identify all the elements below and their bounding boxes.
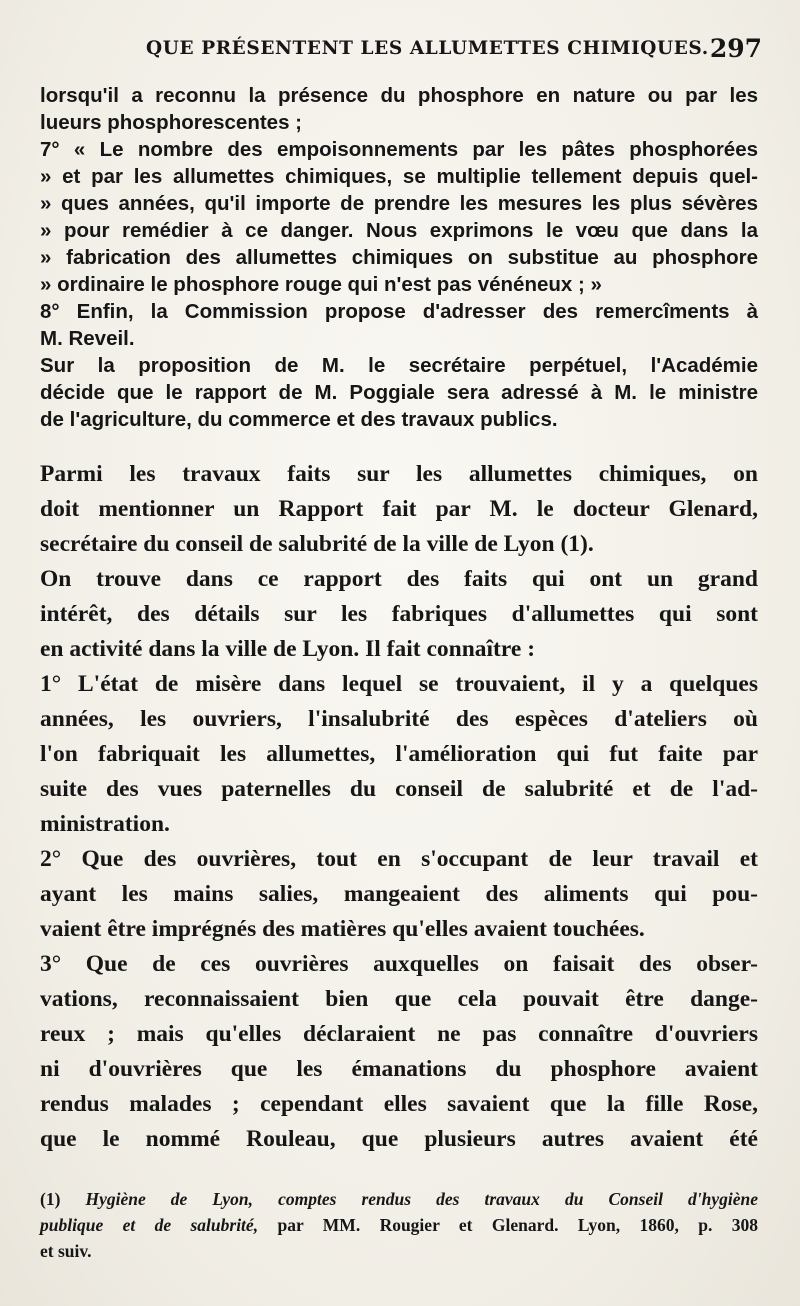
text-line: » pour remédier à ce danger. Nous exprimons le vœu que dans la xyxy=(40,219,758,242)
text-line: lorsqu'il a reconnu la présence du phosphore en nature ou par les xyxy=(40,84,758,107)
text-line: l'on fabriquait les allumettes, l'amélioration qui fut faite par xyxy=(40,741,758,767)
text-line: On trouve dans ce rapport des faits qui ont un grand xyxy=(40,566,758,592)
text-line: 1° L'état de misère dans lequel se trouvaient, il y a quelques xyxy=(40,671,758,697)
footnote-source-title-cont: publique et de salubrité, xyxy=(40,1215,259,1235)
text-line: ministration. xyxy=(40,811,170,837)
text-line: » ordinaire le phosphore rouge qui n'est pas vénéneux ; » xyxy=(40,273,602,296)
text-line: en activité dans la ville de Lyon. Il fait connaître : xyxy=(40,636,536,662)
text-line: 3° Que de ces ouvrières auxquelles on faisait des obser- xyxy=(40,951,758,977)
text-line: suite des vues paternelles du conseil de salubrité et de l'ad- xyxy=(40,776,758,802)
text-line: » fabrication des allumettes chimiques on substitue au phosphore xyxy=(40,246,758,269)
report-excerpt xyxy=(40,82,758,433)
text-line: Parmi les travaux faits sur les allumettes chimiques, on xyxy=(40,461,758,487)
text-line: Sur la proposition de M. le secrétaire perpétuel, l'Académie xyxy=(40,354,758,377)
text-line: rendus malades ; cependant elles savaient que la fille Rose, xyxy=(40,1091,758,1117)
text-line: M. Reveil. xyxy=(40,327,135,350)
footnote-source-title: Hygiène de Lyon, comptes rendus des travaux du Conseil d'hygiène xyxy=(85,1189,759,1209)
text-line: reux ; mais qu'elles déclaraient ne pas connaître d'ouvriers xyxy=(40,1021,758,1047)
text-line: » et par les allumettes chimiques, se multiplie tellement depuis quel- xyxy=(40,165,758,188)
footnote-marker: (1) xyxy=(40,1189,61,1209)
page-header xyxy=(40,34,762,70)
text-line: ayant les mains salies, mangeaient des aliments qui pou- xyxy=(40,881,758,907)
text-line: » ques années, qu'il importe de prendre les mesures les plus sévères xyxy=(40,192,758,215)
text-line: que le nommé Rouleau, que plusieurs autres avaient été xyxy=(40,1126,758,1152)
text-line: vaient être imprégnés des matières qu'elles avaient touchées. xyxy=(40,916,645,942)
text-line: 2° Que des ouvrières, tout en s'occupant de leur travail et xyxy=(40,846,758,872)
footnote-end: et suiv. xyxy=(40,1241,92,1261)
text-line: ni d'ouvrières que les émanations du phosphore avaient xyxy=(40,1056,758,1082)
running-title: QUE PRÉSENTENT LES ALLUMETTES CHIMIQUES. xyxy=(146,38,709,59)
footnote xyxy=(40,1186,758,1264)
text-line: doit mentionner un Rapport fait par M. le docteur Glenard, xyxy=(40,496,758,522)
text-line: années, les ouvriers, l'insalubrité des espèces d'ateliers où xyxy=(40,706,758,732)
text-line: vations, reconnaissaient bien que cela pouvait être dange- xyxy=(40,986,758,1012)
text-line: de l'agriculture, du commerce et des travaux publics. xyxy=(40,408,558,431)
footnote-citation: par MM. Rougier et Glenard. Lyon, 1860, p. 308 xyxy=(277,1215,759,1235)
text-line: 8° Enfin, la Commission propose d'adresser des remercîments à xyxy=(40,300,758,323)
text-line: lueurs phosphorescentes ; xyxy=(40,111,303,134)
text-line: décide que le rapport de M. Poggiale sera adressé à M. le ministre xyxy=(40,381,758,404)
text-line: 7° « Le nombre des empoisonnements par les pâtes phosphorées xyxy=(40,138,758,161)
text-line: secrétaire du conseil de salubrité de la ville de Lyon (1). xyxy=(40,531,594,557)
page-number: 297 xyxy=(709,34,762,63)
text-line: intérêt, des détails sur les fabriques d'allumettes qui sont xyxy=(40,601,758,627)
main-text xyxy=(40,457,758,1157)
